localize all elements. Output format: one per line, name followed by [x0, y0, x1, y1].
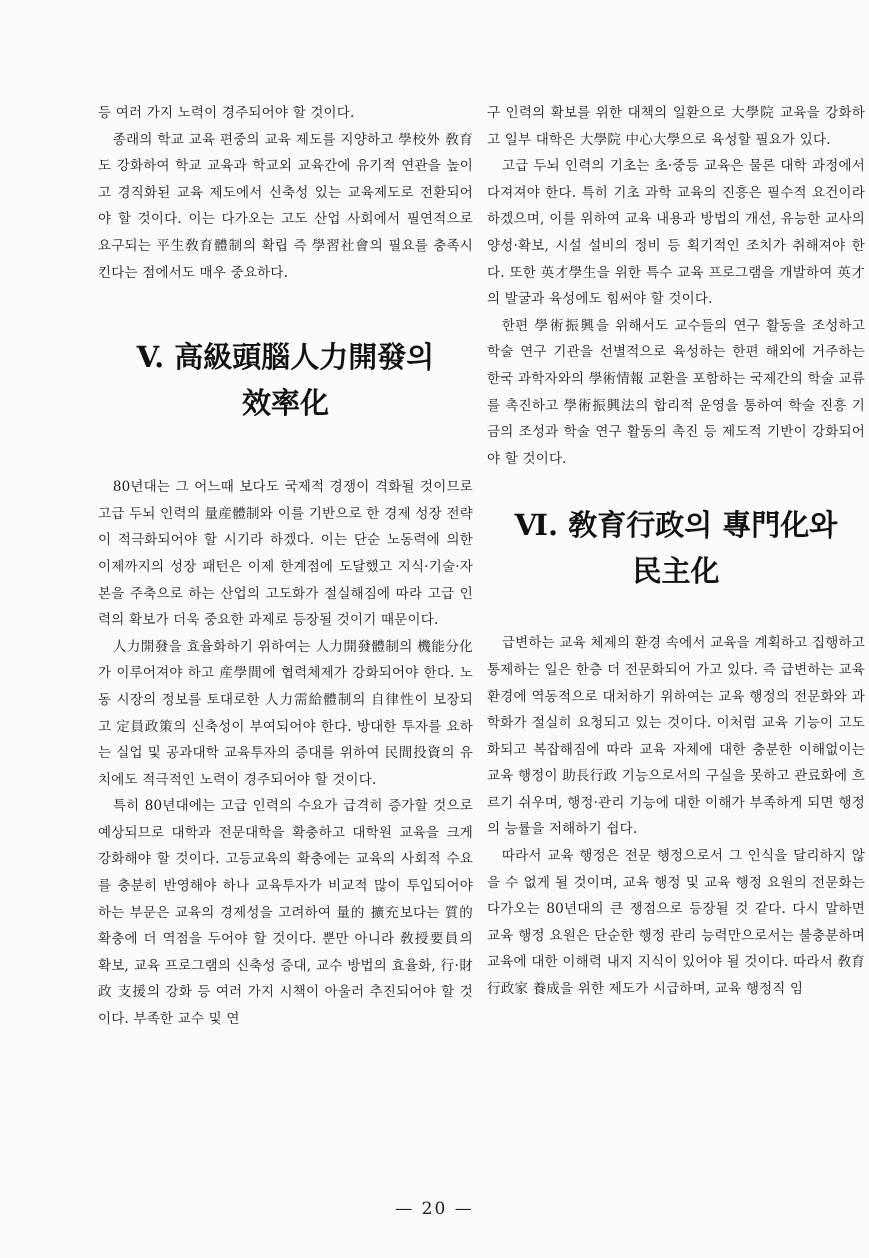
paragraph: 종래의 학교 교육 편중의 교육 제도를 지양하고 學校外 敎育도 강화하여 학교 교육과 학교외 교육간에 유기적 연관을 높이고 경직화된 교육 제도에서 신축성 있는 교육제도로 전환되어야 할 것이다. 이는 다가오는 고도 산업 사회에서 필연적으로 요구되는 平生敎育體制의 확립 즉 學習社會의 필요를 충족시킨다는 점에서도 매우 중요하다.	[98, 131, 473, 281]
paragraph: 한편 學術振興을 위해서도 교수들의 연구 활동을 조성하고 학술 연구 기관을 선별적으로 육성하는 한편 해외에 거주하는 한국 과학자와의 學術情報 교환을 포함하는 국제간의 학술 교류를 촉진하고 學術振興法의 합리적 운영을 통하여 학술 진흥 기금의 조성과 학술 연구 활동의 촉진 등 제도적 기반이 강화되어야 할 것이다.	[487, 317, 865, 467]
paragraph: 급변하는 교육 체제의 환경 속에서 교육을 계획하고 집행하고 통제하는 일은 한층 더 전문화되어 가고 있다. 즉 급변하는 교육 환경에 역동적으로 대처하기 위하여는 교육 행정의 전문화와 과학화가 절실히 요청되고 있는 것이다. 이처럼 교육 기능이 고도화되고 복잡해짐에 따라 교육 자체에 대한 충분한 이해없이는 교육 행정이 助長行政 기능으로서의 구실을 못하고 관료화에 흐르기 쉬우며, 행정·관리 기능에 대한 이해가 부족하게 되면 행정의 능률을 저해하기 쉽다.	[487, 635, 865, 838]
paragraph: 구 인력의 확보를 위한 대책의 일환으로 大學院 교육을 강화하고 일부 대학은 大學院 中心大學으로 육성할 필요가 있다.	[487, 105, 865, 148]
section-heading-vi	[487, 502, 865, 594]
section-heading-line: Ⅵ. 敎育行政의 專門化와	[514, 508, 838, 543]
paragraph: 고급 두뇌 인력의 기초는 초·중등 교육은 물론 대학 과정에서 다져져야 한다. 특히 기초 과학 교육의 진흥은 필수적 요건이라 하겠으며, 이를 위하여 교육 내용과 방법의 개선, 유능한 교사의 양성·확보, 시설 설비의 정비 등 획기적인 조치가 취해져야 한다. 또한 英才學生을 위한 특수 교육 프로그램을 개발하여 英才의 발굴과 육성에도 힘써야 할 것이다.	[487, 158, 865, 308]
paragraph: 등 여러 가지 노력이 경주되어야 할 것이다.	[98, 105, 355, 121]
section-heading-line: 效率化	[241, 386, 329, 421]
paragraph: 따라서 교육 행정은 전문 행정으로서 그 인식을 달리하지 않을 수 없게 될 것이며, 교육 행정 및 교육 행정 요원의 전문화는 다가오는 80년대의 큰 쟁점으로 등장될 것 같다. 다시 말하면 교육 행정 요원은 단순한 행정 관리 능력만으로서는 불충분하며 교육에 대한 이해력 내지 지식이 있어야 될 것이다. 따라서 敎育行政家 養成을 위한 제도가 시급하며, 교육 행정직 임	[487, 848, 865, 998]
left-column	[98, 100, 473, 1033]
section-heading-v	[98, 334, 473, 426]
paragraph: 특히 80년대에는 고급 인력의 수요가 급격히 증가할 것으로 예상되므로 대학과 전문대학을 확충하고 대학원 교육을 크게 강화해야 할 것이다. 고등교육의 확충에는 교육의 사회적 수요를 충분히 반영해야 하나 교육투자가 비교적 많이 투입되어야 하는 부문은 교육의 경제성을 고려하여 量的 擴充보다는 質的 확충에 더 역점을 두어야 할 것이다. 뿐만 아니라 敎授要員의 확보, 교육 프로그램의 신축성 증대, 교수 방법의 효율화, 行·財政 支援의 강화 등 여러 가지 시책이 아울러 추진되어야 할 것이다. 부족한 교수 및 연	[98, 798, 473, 1028]
page-number: — 20 —	[395, 1199, 474, 1219]
section-heading-line: V. 高級頭腦人力開發의	[136, 340, 435, 375]
paragraph: 80년대는 그 어느때 보다도 국제적 경쟁이 격화될 것이므로 고급 두뇌 인력의 量産體制와 이를 기반으로 한 경제 성장 전략이 적극화되어야 할 시기라 하겠다. 이는 단순 노동력에 의한 이제까지의 성장 패턴은 이제 한계점에 도달했고 지식·기술·자본을 주축으로 하는 산업의 고도화가 절실해짐에 따라 고급 인력의 확보가 더욱 중요한 과제로 등장될 것이기 때문이다.	[98, 479, 473, 629]
section-heading-line: 民主化	[632, 554, 720, 589]
paragraph: 人力開發을 효율화하기 위하여는 人力開發體制의 機能分化가 이루어져야 하고 産學間에 협력체제가 강화되어야 한다. 노동 시장의 정보를 토대로한 人力需給體制의 自律性이 보장되고 定員政策의 신축성이 부여되어야 한다. 방대한 투자를 요하는 실업 및 공과대학 교육투자의 증대를 위하여 民間投資의 유치에도 적극적인 노력이 경주되어야 할 것이다.	[98, 638, 473, 788]
right-column	[487, 100, 865, 1003]
